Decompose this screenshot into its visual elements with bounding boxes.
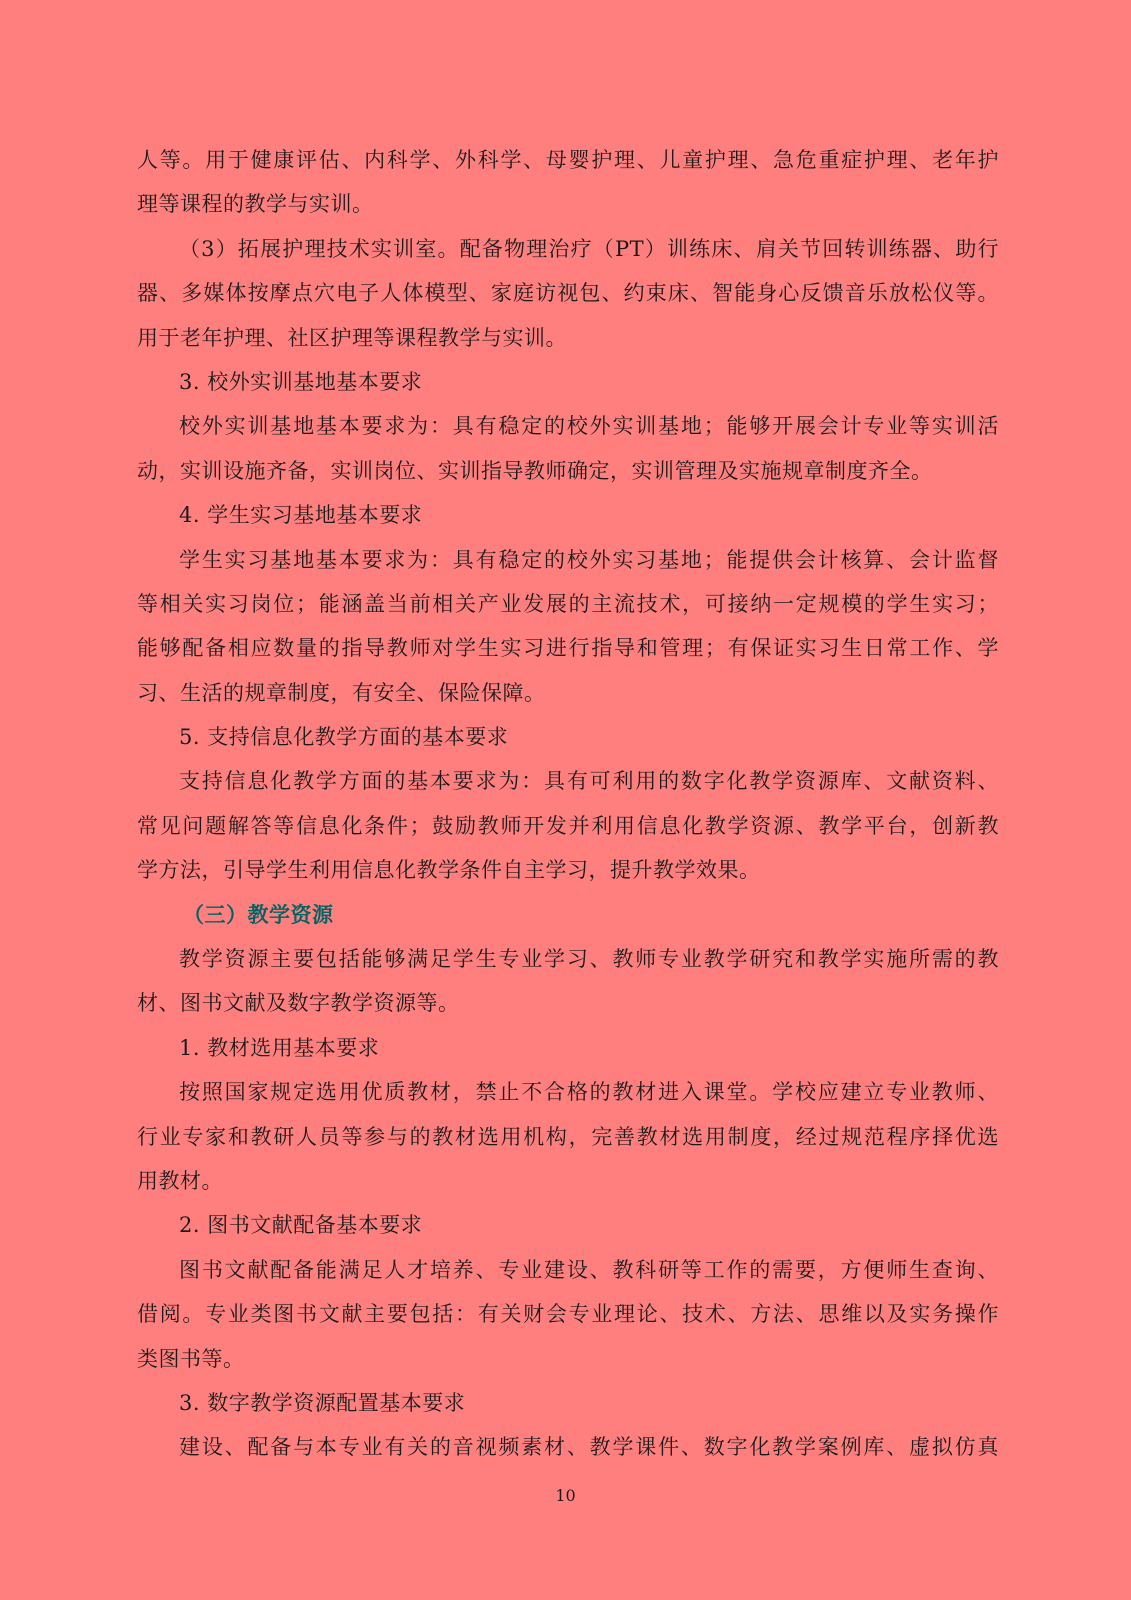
body-line: 学生实习基地基本要求为：具有稳定的校外实习基地；能提供会计核算、会计监督 (179, 547, 999, 572)
body-line: 材、图书文献及数字教学资源等。 (137, 991, 460, 1016)
body-line: 类图书等。 (137, 1346, 245, 1371)
body-line: 等相关实习岗位；能涵盖当前相关产业发展的主流技术，可接纳一定规模的学生实习； (137, 591, 999, 616)
body-line: 教学资源主要包括能够满足学生专业学习、教师专业教学研究和教学实施所需的教 (179, 947, 999, 972)
subheading: 3. 数字教学资源配置基本要求 (179, 1390, 466, 1415)
page-body (137, 138, 999, 1470)
body-line: 用于老年护理、社区护理等课程教学与实训。 (137, 325, 567, 350)
body-line: 动，实训设施齐备，实训岗位、实训指导教师确定，实训管理及实施规章制度齐全。 (137, 458, 933, 483)
subheading: 3. 校外实训基地基本要求 (179, 369, 423, 394)
body-line: 支持信息化教学方面的基本要求为：具有可利用的数字化教学资源库、文献资料、 (179, 769, 999, 794)
body-line: 器、多媒体按摩点穴电子人体模型、家庭访视包、约束床、智能身心反馈音乐放松仪等。 (137, 281, 999, 306)
body-line: 理等课程的教学与实训。 (137, 192, 374, 217)
body-line: 学方法，引导学生利用信息化教学条件自主学习，提升教学效果。 (137, 858, 761, 883)
section-heading: （三）教学资源 (183, 901, 334, 927)
page-number: 10 (555, 1486, 576, 1505)
body-line: 按照国家规定选用优质教材，禁止不合格的教材进入课堂。学校应建立专业教师、 (179, 1080, 999, 1105)
body-line: 校外实训基地基本要求为：具有稳定的校外实训基地；能够开展会计专业等实训活 (179, 414, 999, 439)
body-line: 常见问题解答等信息化条件；鼓励教师开发并利用信息化教学资源、教学平台，创新教 (137, 813, 999, 838)
body-line: 习、生活的规章制度，有安全、保险保障。 (137, 680, 546, 705)
body-line: 借阅。专业类图书文献主要包括：有关财会专业理论、技术、方法、思维以及实务操作 (137, 1302, 999, 1327)
body-line: 人等。用于健康评估、内科学、外科学、母婴护理、儿童护理、急危重症护理、老年护 (137, 148, 999, 172)
subheading: 1. 教材选用基本要求 (179, 1035, 380, 1060)
body-line: 用教材。 (137, 1168, 223, 1193)
subheading: 2. 图书文献配备基本要求 (179, 1213, 423, 1238)
body-line: 行业专家和教研人员等参与的教材选用机构，完善教材选用制度，经过规范程序择优选 (137, 1124, 999, 1149)
body-line: 图书文献配备能满足人才培养、专业建设、教科研等工作的需要，方便师生查询、 (179, 1257, 999, 1282)
subheading: 4. 学生实习基地基本要求 (179, 503, 423, 528)
subheading: 5. 支持信息化教学方面的基本要求 (179, 725, 509, 750)
body-line: 建设、配备与本专业有关的音视频素材、教学课件、数字化教学案例库、虚拟仿真 (179, 1435, 999, 1460)
body-line: （3）拓展护理技术实训室。配备物理治疗（PT）训练床、肩关节回转训练器、助行 (179, 236, 999, 261)
body-line: 能够配备相应数量的指导教师对学生实习进行指导和管理；有保证实习生日常工作、学 (137, 636, 999, 661)
